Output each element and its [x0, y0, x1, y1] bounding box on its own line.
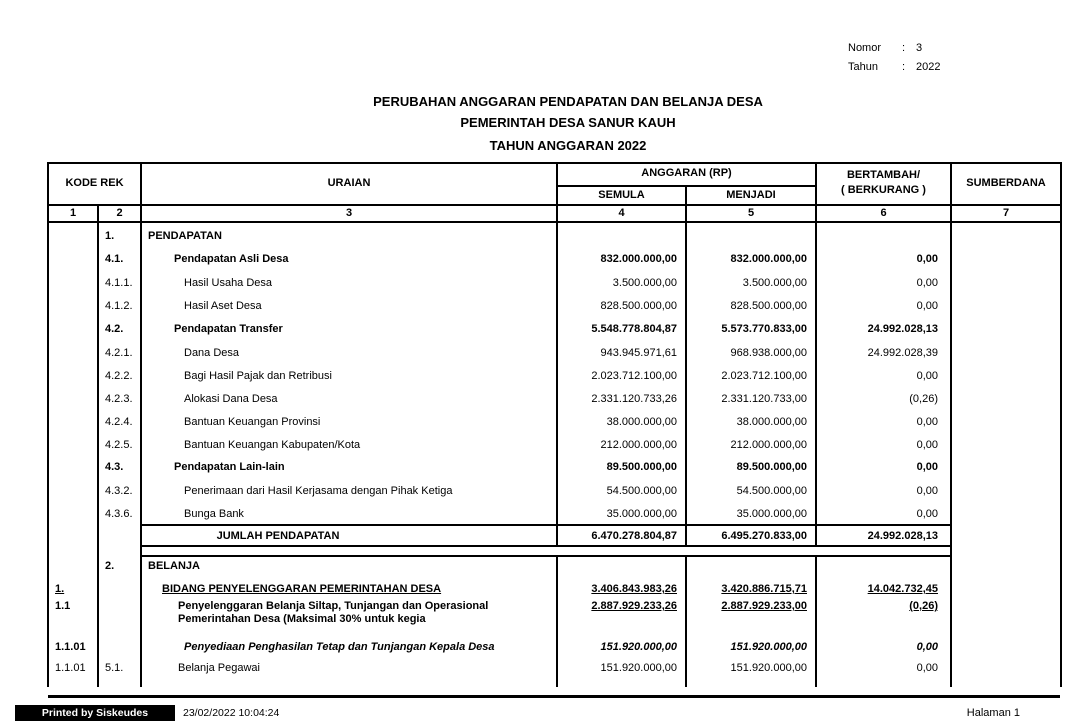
row-code: 4.2.2. — [105, 370, 133, 382]
row-menjadi: 151.920.000,00 — [730, 641, 807, 653]
row-semula: 35.000.000,00 — [606, 508, 677, 520]
row-delta: 24.992.028,13 — [867, 530, 938, 542]
nomor-value: 3 — [916, 42, 923, 54]
row-uraian: Pendapatan Transfer — [174, 323, 283, 335]
footer-divider — [48, 695, 1060, 698]
row-uraian: Pendapatan Asli Desa — [174, 253, 289, 265]
table-row — [47, 637, 1060, 657]
header-bertambah-line1: BERTAMBAH/ — [846, 169, 921, 181]
row-semula: 943.945.971,61 — [600, 347, 677, 359]
row-uraian: Belanja Pegawai — [178, 662, 260, 674]
row-semula: 5.548.778.804,87 — [591, 323, 677, 335]
row-delta: 0,00 — [916, 461, 938, 473]
table-row — [47, 296, 1060, 316]
row-uraian: PENDAPATAN — [148, 230, 222, 242]
header-kode-rek: KODE REK — [65, 177, 124, 189]
row-semula: 2.887.929.233,26 — [591, 600, 677, 612]
row-code: 1.1.01 — [55, 641, 86, 653]
row-semula: 151.920.000,00 — [600, 662, 677, 674]
header-sumberdana: SUMBERDANA — [966, 177, 1046, 189]
row-delta: 24.992.028,13 — [867, 323, 938, 335]
row-semula: 151.920.000,00 — [600, 641, 677, 653]
row-semula: 2.331.120.733,26 — [591, 393, 677, 405]
row-semula: 3.500.000,00 — [612, 277, 677, 289]
table-row — [47, 579, 1060, 599]
table-row — [47, 273, 1060, 293]
table-row — [47, 435, 1060, 455]
tahun-colon: : — [902, 61, 906, 73]
row-code1: 1.1.01 — [55, 662, 86, 674]
row-semula: 54.500.000,00 — [606, 485, 677, 497]
header-semula: SEMULA — [598, 189, 645, 201]
table-row — [47, 319, 1060, 339]
col-number-6: 6 — [880, 207, 887, 219]
row-code: 1. — [55, 583, 65, 595]
row-code: 5.1. — [105, 662, 124, 674]
row-menjadi: 2.331.120.733,00 — [721, 393, 807, 405]
row-uraian: Hasil Usaha Desa — [184, 277, 273, 289]
row-delta: 0,00 — [916, 300, 938, 312]
row-code: 4.2. — [105, 323, 124, 335]
row-semula: 212.000.000,00 — [600, 439, 677, 451]
row-semula: 38.000.000,00 — [606, 416, 677, 428]
row-menjadi: 38.000.000,00 — [736, 416, 807, 428]
row-uraian: Penyelenggaran Belanja Siltap, Tunjangan dan Operasional Pemerintahan Desa (Maksimal 30% untuk kegia — [178, 600, 489, 625]
tahun-value: 2022 — [916, 61, 941, 73]
row-semula: 3.406.843.983,26 — [591, 583, 677, 595]
report-title-line2: PEMERINTAH DESA SANUR KAUH — [460, 115, 676, 130]
row-uraian: Bantuan Keuangan Kabupaten/Kota — [184, 439, 361, 451]
row-semula: 832.000.000,00 — [600, 253, 677, 265]
row-delta: 24.992.028,39 — [867, 347, 938, 359]
row-delta: (0,26) — [909, 600, 938, 612]
table-row — [47, 600, 1060, 630]
row-uraian: Bantuan Keuangan Provinsi — [184, 416, 321, 428]
printed-by-badge: Printed by Siskeudes — [15, 705, 175, 721]
row-uraian: Hasil Aset Desa — [184, 300, 262, 312]
table-row — [47, 249, 1060, 269]
row-uraian: Pendapatan Lain-lain — [174, 461, 285, 473]
header-menjadi: MENJADI — [726, 189, 776, 201]
row-menjadi: 212.000.000,00 — [730, 439, 807, 451]
row-code: 4.1.1. — [105, 277, 133, 289]
nomor-colon: : — [902, 42, 906, 54]
row-menjadi: 2.887.929.233,00 — [721, 600, 807, 612]
row-menjadi: 832.000.000,00 — [730, 253, 807, 265]
col-number-7: 7 — [1002, 207, 1010, 219]
doc-number-row — [848, 39, 940, 58]
row-uraian: BELANJA — [148, 560, 200, 572]
col-number-4: 4 — [618, 207, 625, 219]
table-row — [47, 343, 1060, 363]
row-uraian: Penerimaan dari Hasil Kerjasama dengan Pihak Ketiga — [184, 485, 453, 497]
row-delta: 14.042.732,45 — [867, 583, 938, 595]
row-menjadi: 35.000.000,00 — [736, 508, 807, 520]
row-code: 4.2.4. — [105, 416, 133, 428]
row-code: 1. — [105, 230, 115, 242]
row-uraian: Dana Desa — [184, 347, 240, 359]
row-uraian: Alokasi Dana Desa — [184, 393, 278, 405]
row-code: 4.3.6. — [105, 508, 133, 520]
row-code: 4.1. — [105, 253, 124, 265]
row-delta: 0,00 — [916, 416, 938, 428]
row-semula: 6.470.278.804,87 — [591, 530, 677, 542]
row-delta: 0,00 — [916, 508, 938, 520]
header-anggaran: ANGGARAN (RP) — [641, 167, 732, 179]
table-border — [47, 221, 1062, 223]
row-menjadi: 89.500.000,00 — [736, 461, 807, 473]
doc-year-row — [848, 58, 940, 77]
table-border — [1060, 162, 1062, 687]
row-menjadi: 3.420.886.715,71 — [721, 583, 807, 595]
row-menjadi: 2.023.712.100,00 — [721, 370, 807, 382]
row-delta: 0,00 — [916, 370, 938, 382]
nomor-label: Nomor — [848, 42, 882, 54]
row-semula: 2.023.712.100,00 — [591, 370, 677, 382]
row-menjadi: 3.500.000,00 — [742, 277, 807, 289]
table-row — [47, 412, 1060, 432]
page-number: Halaman 1 — [966, 707, 1020, 719]
row-delta: 0,00 — [916, 253, 938, 265]
row-uraian: Penyediaan Penghasilan Tetap dan Tunjangan Kepala Desa — [184, 641, 495, 653]
row-menjadi: 5.573.770.833,00 — [721, 323, 807, 335]
row-uraian: BIDANG PENYELENGGARAN PEMERINTAHAN DESA — [162, 583, 442, 595]
col-number-3: 3 — [345, 207, 353, 219]
report-title-line1: PERUBAHAN ANGGARAN PENDAPATAN DAN BELANJA DESA — [373, 94, 763, 109]
table-row — [47, 389, 1060, 409]
row-menjadi: 54.500.000,00 — [736, 485, 807, 497]
print-timestamp: 23/02/2022 10:04:24 — [183, 707, 280, 719]
row-delta: 0,00 — [916, 277, 938, 289]
table-row — [47, 366, 1060, 386]
row-menjadi: 151.920.000,00 — [730, 662, 807, 674]
header-bertambah-berkurang — [817, 162, 950, 204]
row-delta: 0,00 — [916, 439, 938, 451]
row-semula: 828.500.000,00 — [600, 300, 677, 312]
table-row — [47, 658, 1060, 678]
table-row — [47, 556, 1060, 576]
row-code: 4.3. — [105, 461, 124, 473]
table-row-total — [47, 526, 1060, 546]
row-code: 1.1 — [55, 600, 71, 612]
header-uraian: URAIAN — [327, 177, 371, 189]
row-code: 2. — [105, 560, 115, 572]
row-delta: 0,00 — [916, 641, 938, 653]
row-menjadi: 828.500.000,00 — [730, 300, 807, 312]
row-uraian: Bagi Hasil Pajak dan Retribusi — [184, 370, 332, 382]
header-bertambah-line2: ( BERKURANG ) — [841, 184, 926, 196]
row-code: 4.2.1. — [105, 347, 133, 359]
tahun-label: Tahun — [848, 61, 878, 73]
row-code: 4.2.5. — [105, 439, 133, 451]
report-title — [68, 94, 1068, 154]
row-semula: 89.500.000,00 — [606, 461, 677, 473]
row-code: 4.2.3. — [105, 393, 133, 405]
row-delta: (0,26) — [909, 393, 938, 405]
col-number-5: 5 — [747, 207, 755, 219]
row-code: 4.3.2. — [105, 485, 133, 497]
row-code: 4.1.2. — [105, 300, 133, 312]
row-delta: 0,00 — [916, 662, 938, 674]
row-menjadi: 6.495.270.833,00 — [721, 530, 807, 542]
table-row — [47, 481, 1060, 501]
row-delta: 0,00 — [916, 485, 938, 497]
row-menjadi: 968.938.000,00 — [730, 347, 807, 359]
col-number-2: 2 — [116, 207, 123, 219]
doc-meta — [848, 39, 940, 77]
table-row — [47, 504, 1060, 524]
row-uraian: JUMLAH PENDAPATAN — [216, 530, 340, 542]
col-number-1: 1 — [69, 207, 77, 219]
table-row — [47, 226, 1060, 246]
row-uraian: Bunga Bank — [184, 508, 244, 520]
report-title-line3: TAHUN ANGGARAN 2022 — [489, 138, 647, 153]
table-row — [47, 457, 1060, 477]
